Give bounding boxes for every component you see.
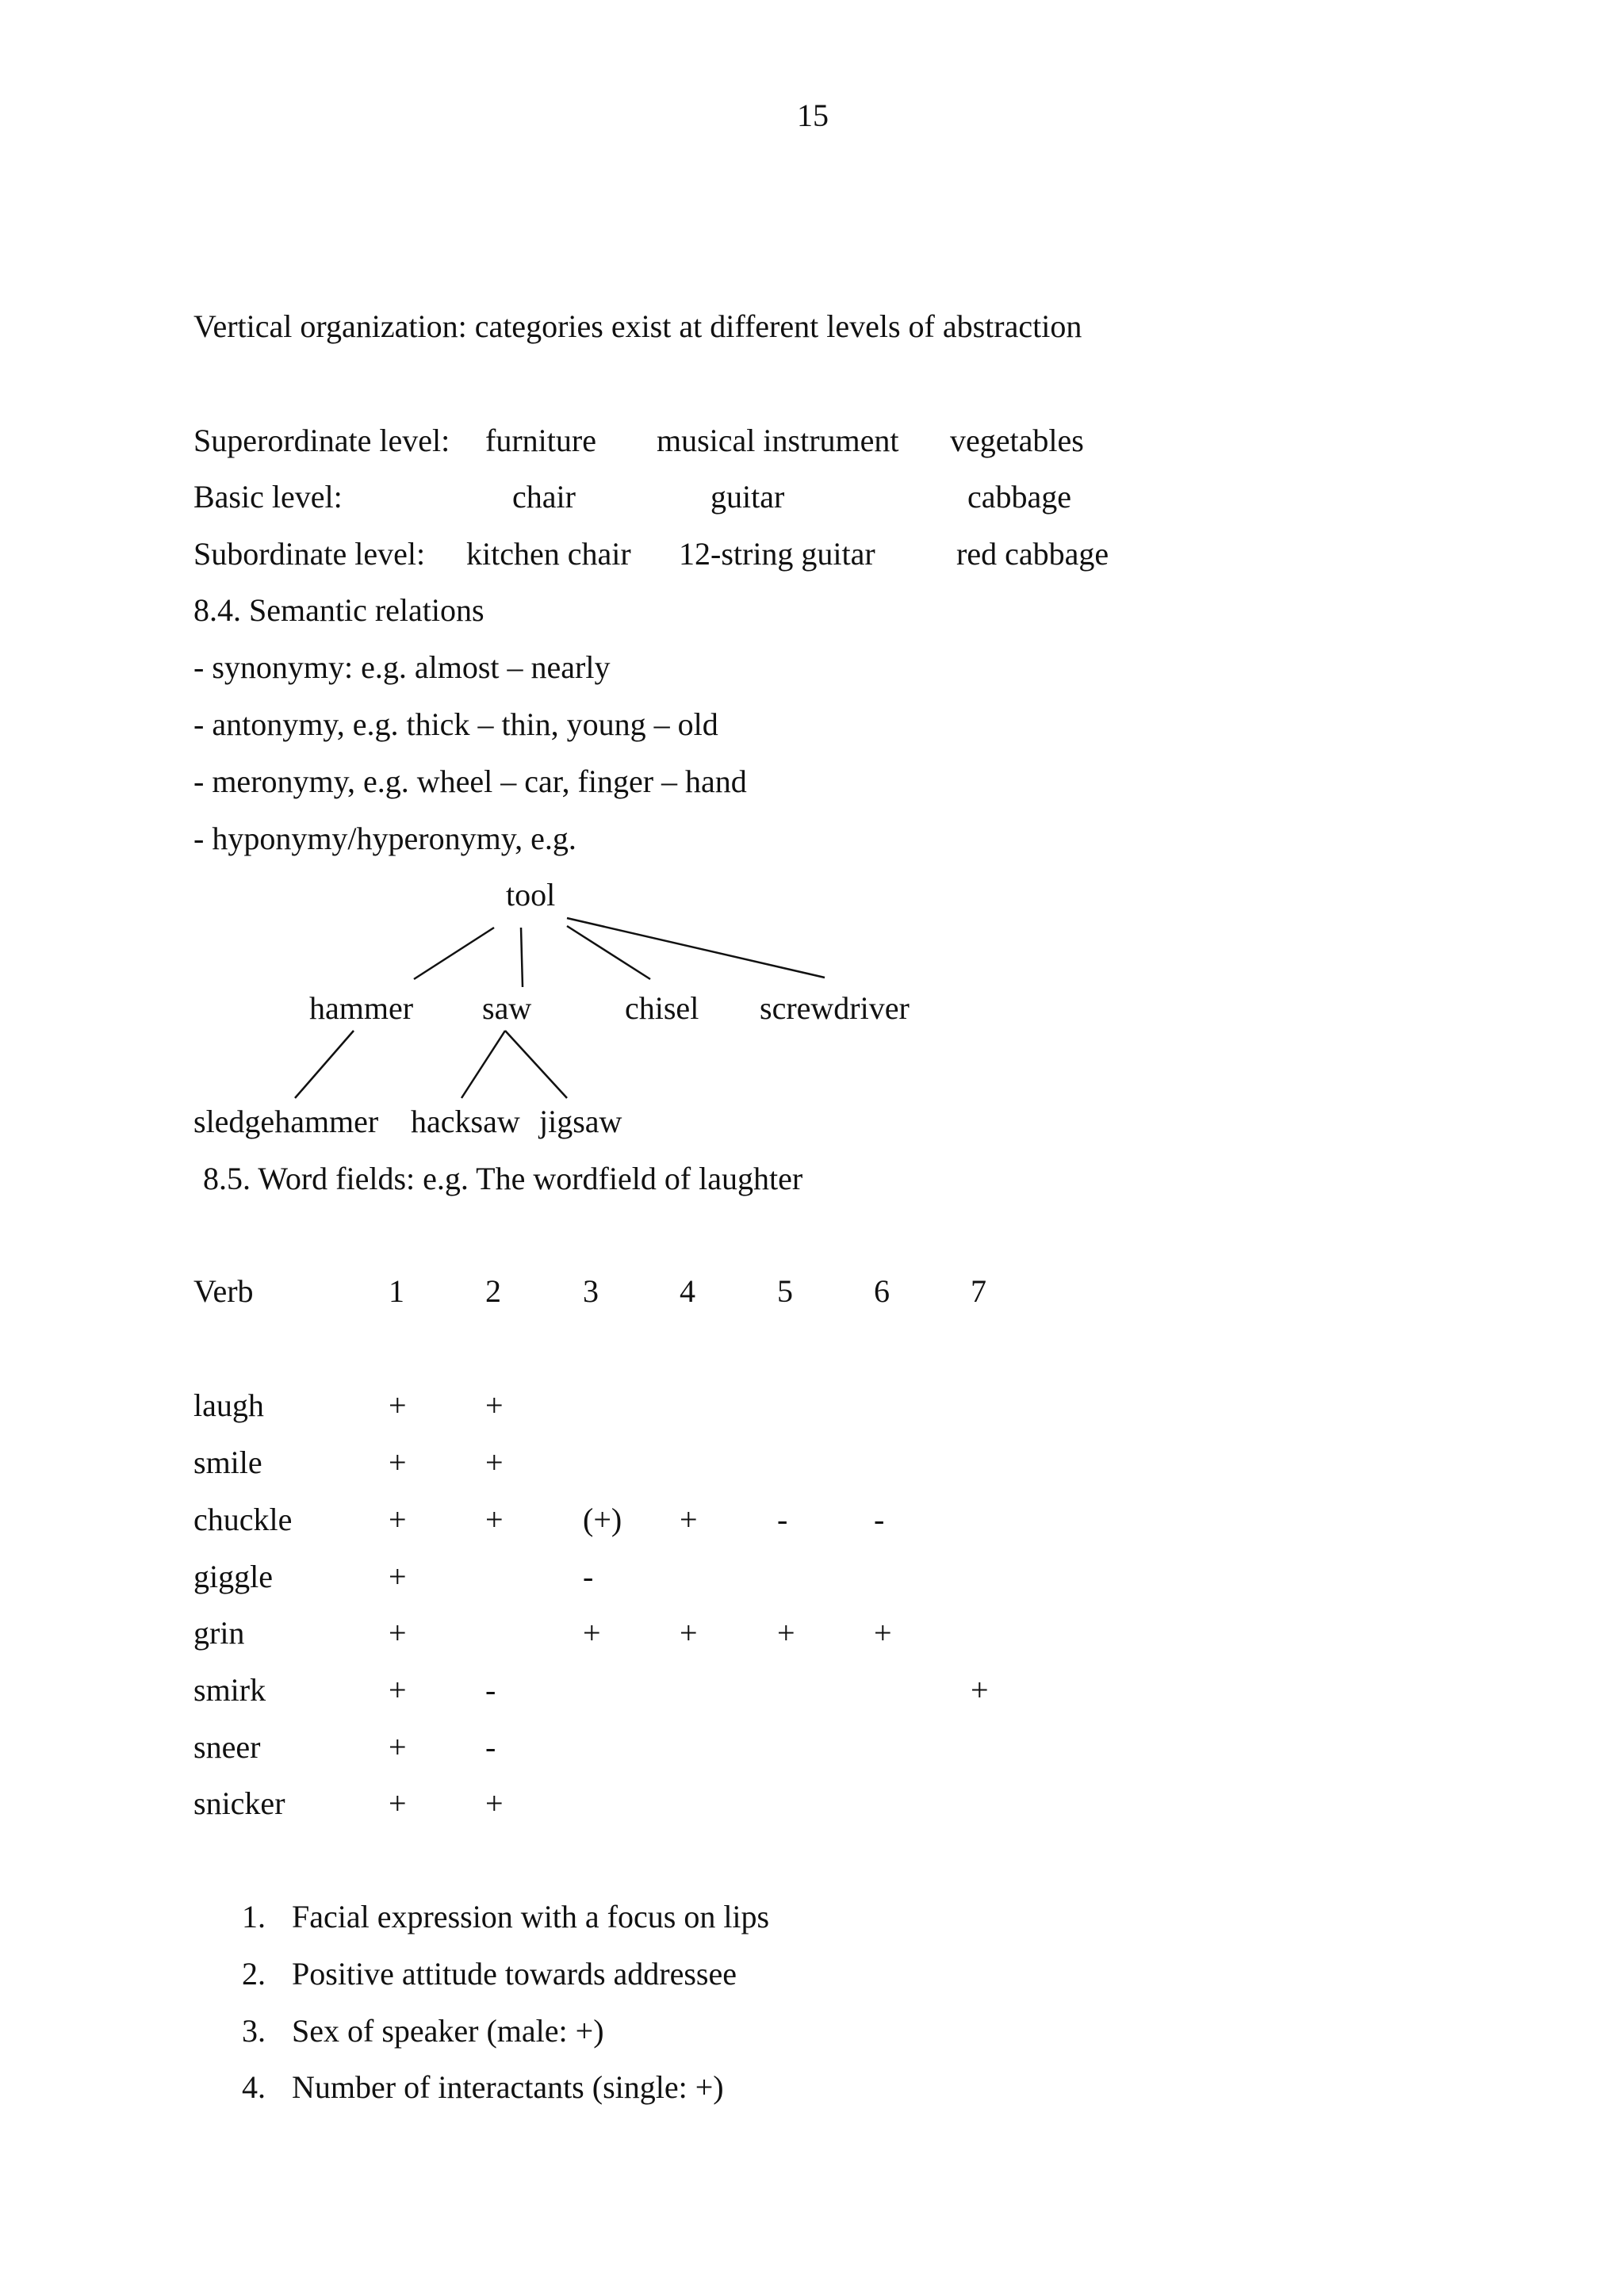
tree-leaf: sledgehammer	[193, 1104, 379, 1139]
table-cell-value: (+)	[583, 1502, 622, 1537]
basic-item: cabbage	[967, 479, 1072, 515]
table-cell-value: +	[389, 1729, 407, 1765]
criterion-number: 2.	[242, 1956, 266, 1992]
tree-edge	[567, 918, 825, 978]
basic-item: guitar	[710, 479, 785, 515]
table-row-verb: giggle	[193, 1559, 273, 1594]
table-cell-value: +	[971, 1672, 989, 1708]
tree-node: saw	[482, 990, 532, 1026]
table-header-criterion: 2	[485, 1273, 501, 1309]
table-cell-value: +	[583, 1615, 601, 1651]
table-cell-value: +	[389, 1445, 407, 1480]
table-cell-value: -	[485, 1672, 496, 1708]
relation-hyponymy: - hyponymy/hyperonymy, e.g.	[193, 821, 576, 856]
table-cell-value: +	[485, 1502, 504, 1537]
table-row-verb: smirk	[193, 1672, 266, 1708]
tree-edge	[505, 1031, 567, 1098]
table-cell-value: -	[777, 1502, 788, 1537]
table-row-verb: grin	[193, 1615, 245, 1651]
table-row-verb: chuckle	[193, 1502, 293, 1537]
section-heading-semantic-relations: 8.4. Semantic relations	[193, 592, 485, 628]
table-cell-value: +	[485, 1445, 504, 1480]
criterion-text: Number of interactants (single: +)	[292, 2069, 724, 2105]
tree-node: screwdriver	[760, 990, 910, 1026]
subordinate-label: Subordinate level:	[193, 536, 426, 572]
superordinate-item: furniture	[485, 423, 596, 458]
table-cell-value: -	[485, 1729, 496, 1765]
relation-antonymy: - antonymy, e.g. thick – thin, young – old	[193, 706, 718, 742]
table-row-verb: smile	[193, 1445, 262, 1480]
section-heading-word-fields: 8.5. Word fields: e.g. The wordfield of laughter	[203, 1161, 803, 1196]
table-cell-value: +	[389, 1502, 407, 1537]
table-row-verb: sneer	[193, 1729, 261, 1765]
tree-edge	[521, 928, 523, 987]
tree-leaf: hacksaw	[411, 1104, 520, 1139]
criterion-number: 1.	[242, 1899, 266, 1934]
subordinate-item: 12-string guitar	[679, 536, 875, 572]
table-header-criterion: 1	[389, 1273, 404, 1309]
table-cell-value: -	[583, 1559, 594, 1594]
table-cell-value: +	[389, 1387, 407, 1423]
table-cell-value: +	[389, 1672, 407, 1708]
table-header-criterion: 7	[971, 1273, 986, 1309]
table-header-criterion: 6	[874, 1273, 890, 1309]
superordinate-item: vegetables	[950, 423, 1084, 458]
table-cell-value: +	[777, 1615, 795, 1651]
page-number: 15	[797, 98, 829, 133]
subordinate-item: kitchen chair	[466, 536, 631, 572]
criterion-number: 4.	[242, 2069, 266, 2105]
superordinate-item: musical instrument	[657, 423, 899, 458]
table-row-verb: snicker	[193, 1785, 285, 1821]
table-header-criterion: 4	[680, 1273, 695, 1309]
table-cell-value: +	[389, 1785, 407, 1821]
criterion-number: 3.	[242, 2013, 266, 2049]
relation-meronymy: - meronymy, e.g. wheel – car, finger – hand	[193, 763, 747, 799]
basic-item: chair	[512, 479, 576, 515]
tree-edge	[462, 1031, 505, 1098]
tree-node: hammer	[309, 990, 414, 1026]
tree-leaf: jigsaw	[539, 1104, 622, 1139]
basic-label: Basic level:	[193, 479, 343, 515]
table-cell-value: +	[680, 1502, 698, 1537]
table-cell-value: +	[874, 1615, 892, 1651]
tree-node-root: tool	[506, 877, 556, 913]
table-cell-value: +	[485, 1387, 504, 1423]
tree-edge	[295, 1031, 354, 1098]
table-cell-value: +	[485, 1785, 504, 1821]
criterion-text: Facial expression with a focus on lips	[292, 1899, 770, 1934]
table-header-criterion: 5	[777, 1273, 793, 1309]
criterion-text: Sex of speaker (male: +)	[292, 2013, 604, 2049]
table-cell-value: -	[874, 1502, 885, 1537]
relation-synonymy: - synonymy: e.g. almost – nearly	[193, 649, 611, 685]
criterion-text: Positive attitude towards addressee	[292, 1956, 737, 1992]
table-cell-value: +	[389, 1559, 407, 1594]
table-header-verb: Verb	[193, 1273, 254, 1309]
superordinate-label: Superordinate level:	[193, 423, 450, 458]
subordinate-item: red cabbage	[956, 536, 1109, 572]
table-header-criterion: 3	[583, 1273, 599, 1309]
vertical-organization-heading: Vertical organization: categories exist at different levels of abstraction	[193, 308, 1082, 344]
table-cell-value: +	[389, 1615, 407, 1651]
table-cell-value: +	[680, 1615, 698, 1651]
tree-edge	[414, 928, 494, 979]
table-row-verb: laugh	[193, 1387, 264, 1423]
tree-node: chisel	[625, 990, 699, 1026]
